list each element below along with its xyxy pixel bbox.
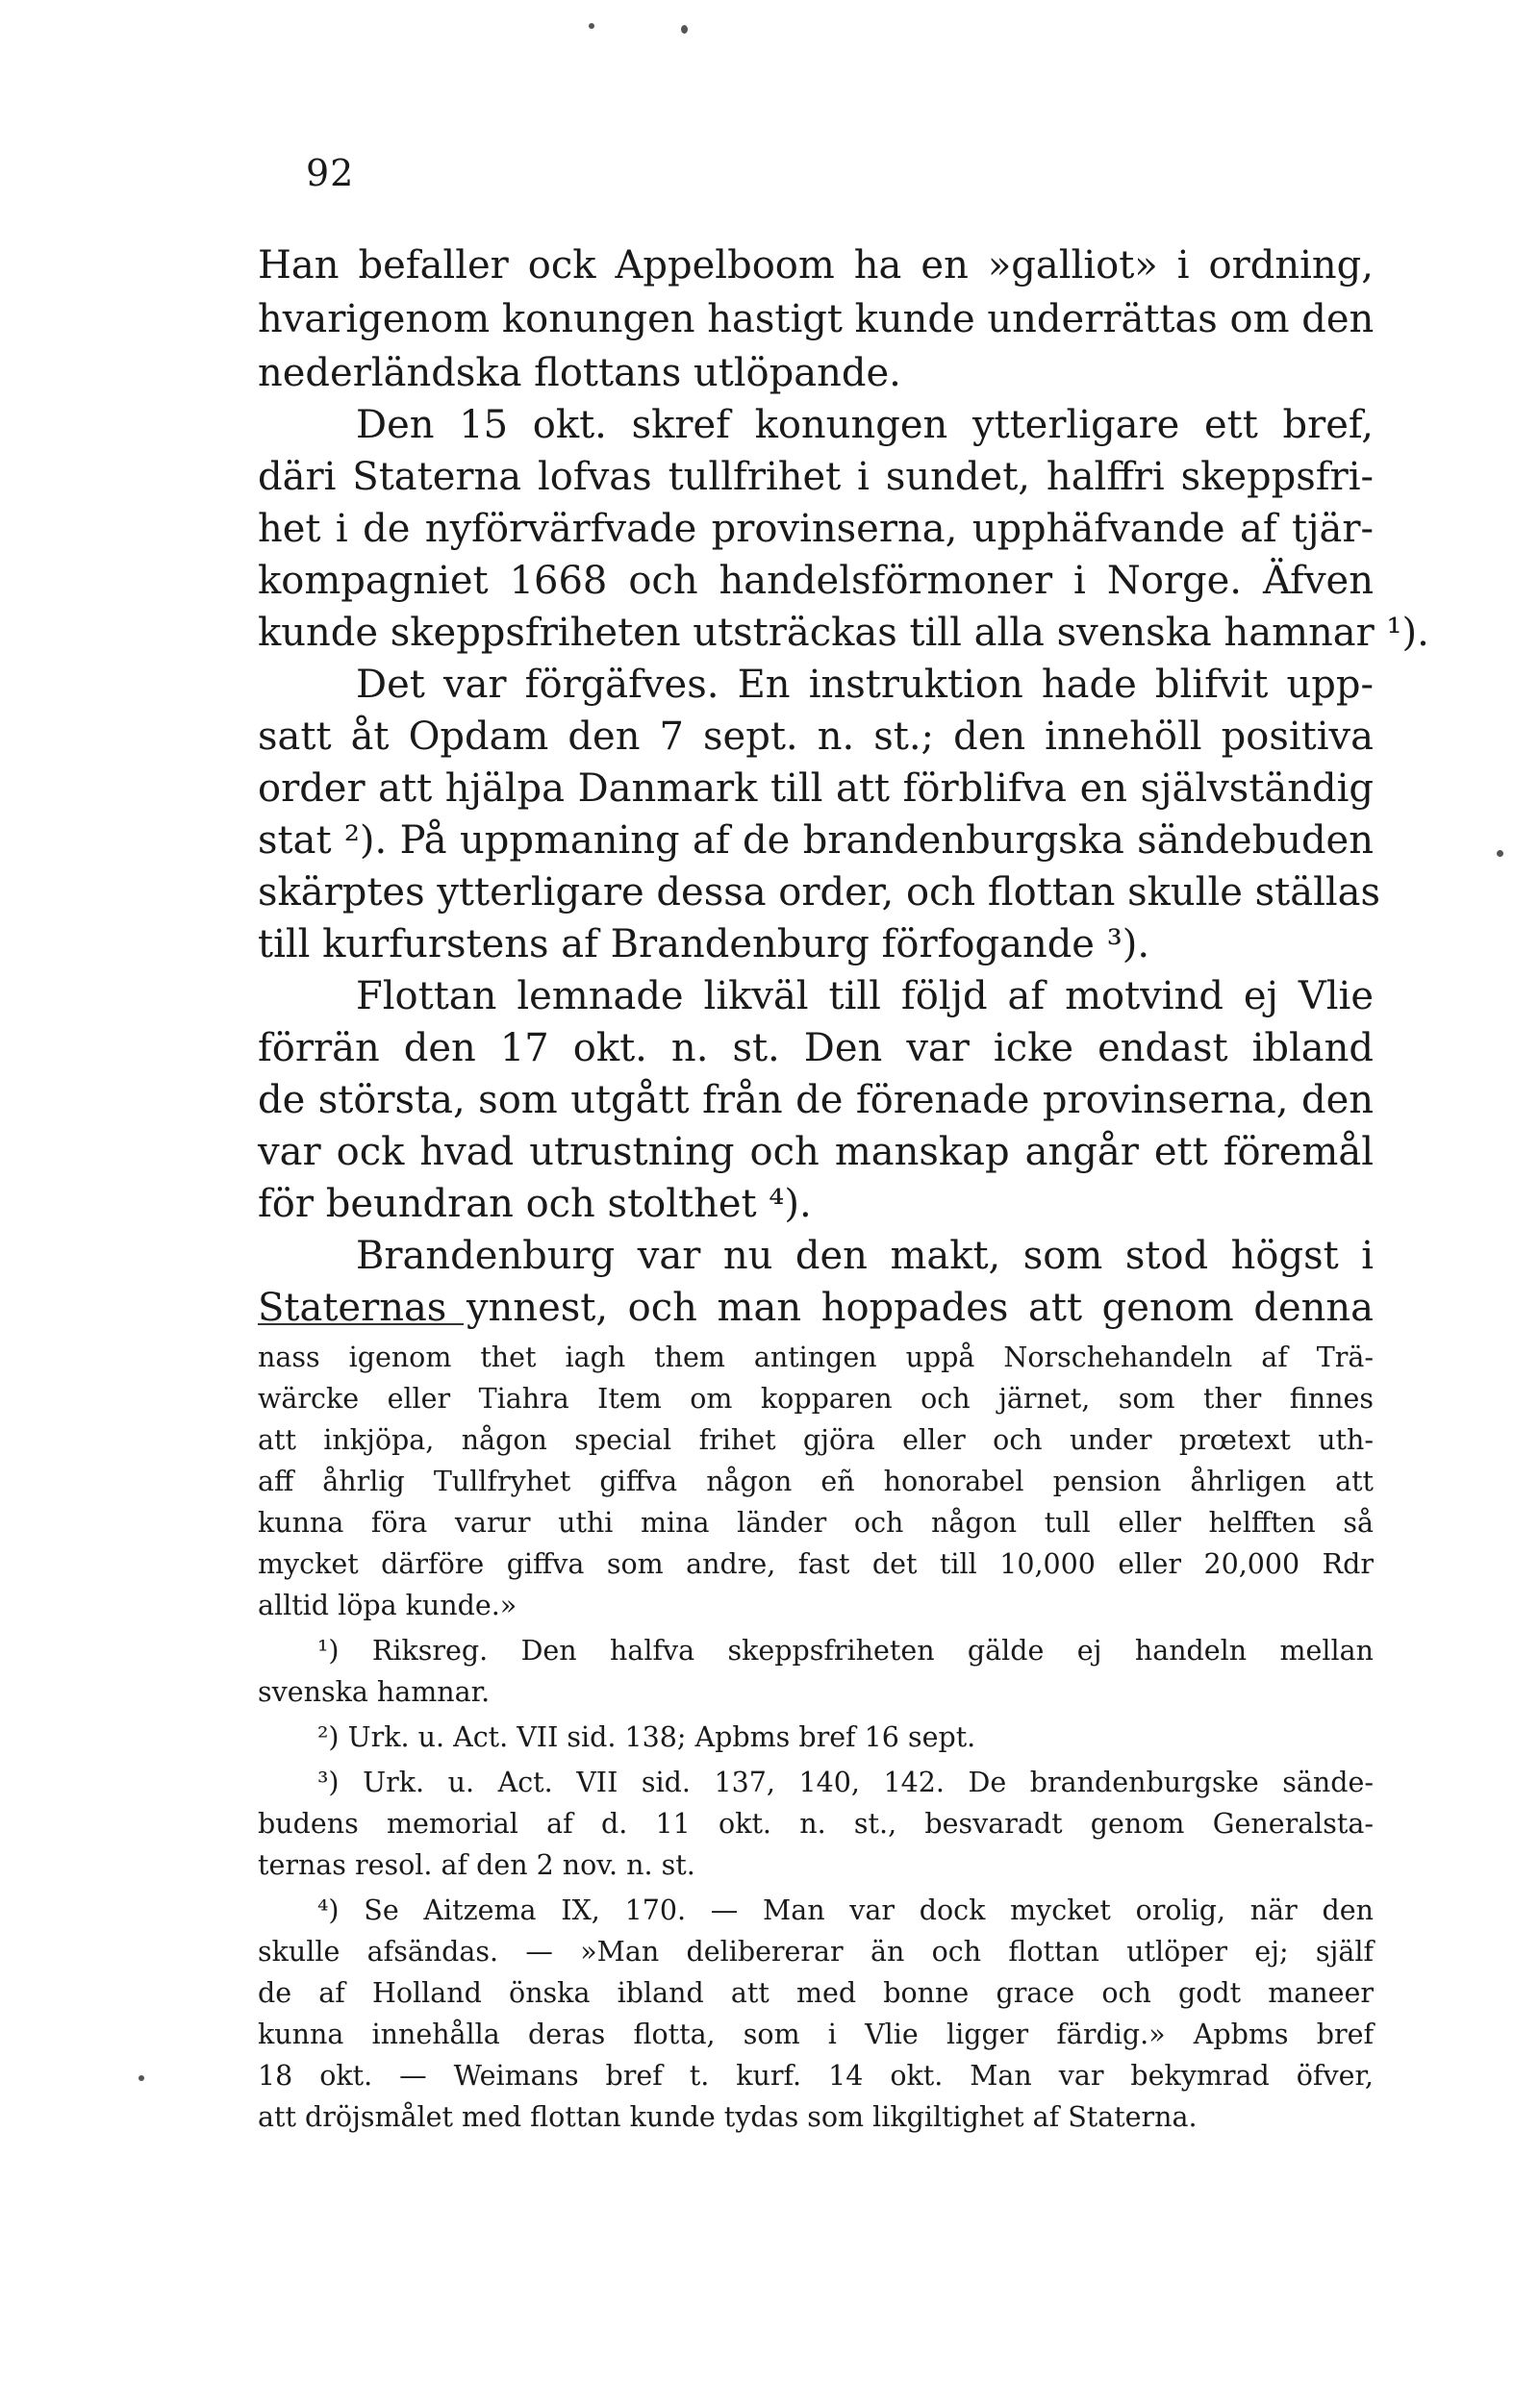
footnote-line: 18 okt. — Weimans bref t. kurf. 14 okt. Man var bekymrad öfver,	[258, 2060, 1374, 2092]
body-line: Flottan lemnade likväl till följd af motvind ej Vlie	[356, 974, 1374, 1018]
body-line: hvarigenom konungen hastigt kunde underrättas om den	[258, 297, 1375, 341]
body-line: Staternas ynnest, och man hoppades att genom denna	[258, 1286, 1374, 1330]
body-line: till kurfurstens af Brandenburg förfogande ³).	[258, 922, 1150, 966]
footnote-line: mycket därföre giffva som andre, fast det till 10,000 eller 20,000 Rdr	[258, 1548, 1374, 1580]
footnote-line: att inkjöpa, någon special frihet gjöra eller och under prœtext uth-	[258, 1424, 1374, 1456]
footnote-line: svenska hamnar.	[258, 1676, 491, 1708]
body-line: satt åt Opdam den 7 sept. n. st.; den innehöll positiva	[258, 715, 1374, 759]
body-line: Den 15 okt. skref konungen ytterligare ett bref,	[356, 403, 1374, 447]
scan-speck	[1497, 850, 1503, 857]
footnote-line: kunna innehålla deras flotta, som i Vlie ligger färdig.» Apbms bref	[258, 2019, 1374, 2050]
footnote-line: ⁴) Se Aitzema IX, 170. — Man var dock mycket orolig, när den	[317, 1894, 1374, 1926]
footnote-line: nass igenom thet iagh them antingen uppå Norschehandeln af Trä-	[258, 1342, 1374, 1373]
footnote-line: skulle afsändas. — »Man delibererar än och flottan utlöper ej; själf	[258, 1936, 1374, 1968]
body-line: Han befaller ock Appelboom ha en »galliot» i ordning,	[258, 243, 1374, 288]
footnote-line: kunna föra varur uthi mina länder och någon tull eller helfften så	[258, 1507, 1374, 1539]
body-line: Det var förgäfves. En instruktion hade blifvit upp-	[356, 663, 1374, 707]
footnote-line: wärcke eller Tiahra Item om kopparen och järnet, som ther finnes	[258, 1383, 1374, 1415]
body-line: Brandenburg var nu den makt, som stod högst i	[356, 1234, 1374, 1278]
body-line: kompagniet 1668 och handelsförmoner i Norge. Äfven	[258, 559, 1374, 603]
body-line: de största, som utgått från de förenade provinserna, den	[258, 1078, 1374, 1122]
footnote-divider	[258, 1323, 464, 1325]
footnote-line: alltid löpa kunde.»	[258, 1590, 517, 1621]
body-line: stat ²). På uppmaning af de brandenburgska sändebuden	[258, 818, 1374, 863]
footnote-line: aff åhrlig Tullfryhet giffva någon eñ honorabel pension åhrligen att	[258, 1466, 1374, 1497]
footnote-line: ternas resol. af den 2 nov. n. st.	[258, 1849, 695, 1881]
footnote-line: budens memorial af d. 11 okt. n. st., besvaradt genom Generalsta-	[258, 1808, 1374, 1840]
body-line: nederländska flottans utlöpande.	[258, 351, 901, 395]
body-line: var ock hvad utrustning och manskap angår ett föremål	[258, 1130, 1374, 1174]
footnote-line: ²) Urk. u. Act. VII sid. 138; Apbms bref 16 sept.	[317, 1721, 976, 1753]
body-line: order att hjälpa Danmark till att förblifva en självständig	[258, 766, 1374, 811]
body-line: däri Staterna lofvas tullfrihet i sundet, halffri skeppsfri-	[258, 455, 1374, 499]
footnote-line: ¹) Riksreg. Den halfva skeppsfriheten gälde ej handeln mellan	[317, 1635, 1374, 1667]
footnote-line: ³) Urk. u. Act. VII sid. 137, 140, 142. De brandenburgske sände-	[317, 1767, 1374, 1798]
page-number: 92	[306, 152, 355, 194]
footnote-line: de af Holland önska ibland att med bonne grace och godt maneer	[258, 1977, 1374, 2009]
footnote-line: att dröjsmålet med flottan kunde tydas som likgiltighet af Staterna.	[258, 2101, 1198, 2133]
scan-speck	[589, 23, 594, 29]
body-line: skärptes ytterligare dessa order, och flottan skulle ställas	[258, 870, 1381, 915]
scan-speck	[139, 2075, 144, 2081]
scan-speck	[681, 25, 688, 34]
body-line: kunde skeppsfriheten utsträckas till alla svenska hamnar ¹).	[258, 611, 1429, 655]
body-line: förrän den 17 okt. n. st. Den var icke endast ibland	[258, 1026, 1374, 1070]
body-line: för beundran och stolthet ⁴).	[258, 1182, 812, 1226]
body-line: het i de nyförvärfvade provinserna, upphäfvande af tjär-	[258, 507, 1374, 551]
